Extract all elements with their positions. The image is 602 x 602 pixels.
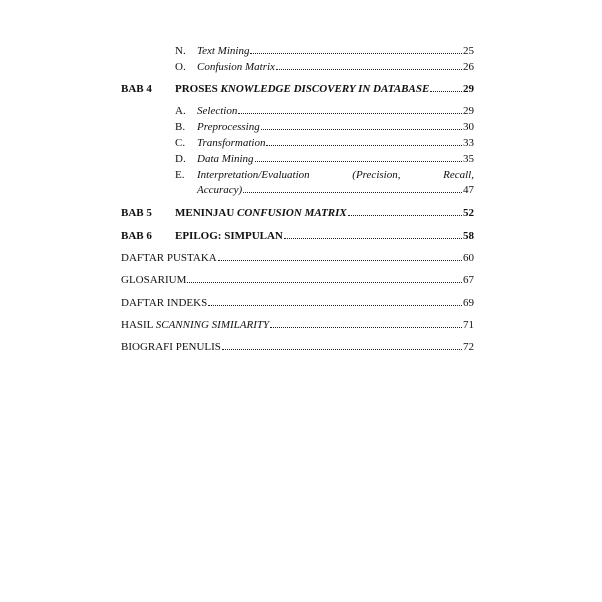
leader-dots — [348, 215, 462, 216]
leader-dots — [284, 238, 462, 239]
entry-letter: N. — [175, 45, 186, 57]
leader-dots — [266, 145, 462, 146]
chapter-number: BAB 6 — [121, 230, 152, 242]
entry-page: 67 — [463, 274, 474, 286]
toc-backmatter-entry — [0, 340, 602, 355]
toc-entry — [0, 120, 602, 135]
entry-title-line1 — [197, 168, 474, 183]
entry-title-word: (Precision, — [352, 169, 401, 181]
leader-dots — [261, 129, 462, 130]
toc-backmatter-entry — [0, 251, 602, 266]
leader-dots — [255, 161, 462, 162]
entry-title-prefix: HASIL — [121, 319, 156, 331]
chapter-number: BAB 5 — [121, 207, 152, 219]
leader-dots — [250, 53, 462, 54]
entry-letter: A. — [175, 105, 186, 117]
entry-title: DAFTAR PUSTAKA — [121, 252, 217, 264]
entry-page: 25 — [463, 45, 474, 57]
toc-entry — [0, 60, 602, 75]
toc-entry-continuation — [0, 183, 602, 198]
chapter-page: 58 — [463, 230, 474, 242]
chapter-title — [175, 82, 429, 97]
entry-page: 69 — [463, 297, 474, 309]
entry-page: 60 — [463, 252, 474, 264]
toc-chapter-bab4 — [0, 82, 602, 97]
entry-title-line2: Accuracy) — [197, 184, 243, 196]
chapter-title-italic: KNOWLEDGE DISCOVERY IN DATABASE — [220, 83, 430, 95]
entry-letter: B. — [175, 121, 186, 133]
leader-dots — [270, 327, 462, 328]
entry-page: 72 — [463, 341, 474, 353]
entry-title: Selection — [197, 105, 238, 117]
entry-title: Confusion Matrix — [197, 61, 275, 73]
entry-title: BIOGRAFI PENULIS — [121, 341, 221, 353]
entry-page: 30 — [463, 121, 474, 133]
leader-dots — [222, 349, 462, 350]
entry-letter: E. — [175, 169, 185, 181]
entry-page: 47 — [463, 184, 474, 196]
chapter-title-prefix: PROSES — [175, 83, 221, 95]
entry-title-word: Interpretation/Evaluation — [197, 169, 310, 181]
entry-title-word: Recall, — [443, 169, 474, 181]
toc-entry — [0, 136, 602, 151]
toc-entry — [0, 152, 602, 167]
chapter-title: EPILOG: SIMPULAN — [175, 230, 283, 242]
entry-title: Data Mining — [197, 153, 254, 165]
leader-dots — [187, 282, 462, 283]
entry-page: 35 — [463, 153, 474, 165]
entry-title: Text Mining — [197, 45, 250, 57]
entry-title-italic: SCANNING SIMILARITY — [155, 319, 270, 331]
toc-entry — [0, 168, 602, 183]
entry-title: DAFTAR INDEKS — [121, 297, 208, 309]
leader-dots — [430, 91, 462, 92]
entry-letter: C. — [175, 137, 186, 149]
leader-dots — [238, 113, 462, 114]
entry-title — [121, 318, 269, 333]
entry-title: Transformation — [197, 137, 266, 149]
leader-dots — [276, 69, 462, 70]
leader-dots — [208, 305, 462, 306]
chapter-number: BAB 4 — [121, 83, 152, 95]
entry-page: 33 — [463, 137, 474, 149]
chapter-page: 29 — [463, 83, 474, 95]
entry-letter: D. — [175, 153, 186, 165]
toc-chapter-bab6 — [0, 229, 602, 244]
toc-backmatter-entry — [0, 318, 602, 333]
toc-entry — [0, 104, 602, 119]
entry-page: 71 — [463, 319, 474, 331]
chapter-page: 52 — [463, 207, 474, 219]
chapter-title-prefix: MENINJAU — [175, 207, 238, 219]
chapter-title-italic: CONFUSION MATRIX — [237, 207, 347, 219]
chapter-title — [175, 206, 347, 221]
entry-page: 26 — [463, 61, 474, 73]
entry-page: 29 — [463, 105, 474, 117]
entry-title: Preprocessing — [197, 121, 260, 133]
toc-backmatter-entry — [0, 296, 602, 311]
toc-entry — [0, 44, 602, 59]
leader-dots — [218, 260, 462, 261]
toc-backmatter-entry — [0, 273, 602, 288]
entry-letter: O. — [175, 61, 186, 73]
entry-title: GLOSARIUM — [121, 274, 187, 286]
leader-dots — [243, 192, 462, 193]
toc-chapter-bab5 — [0, 206, 602, 221]
